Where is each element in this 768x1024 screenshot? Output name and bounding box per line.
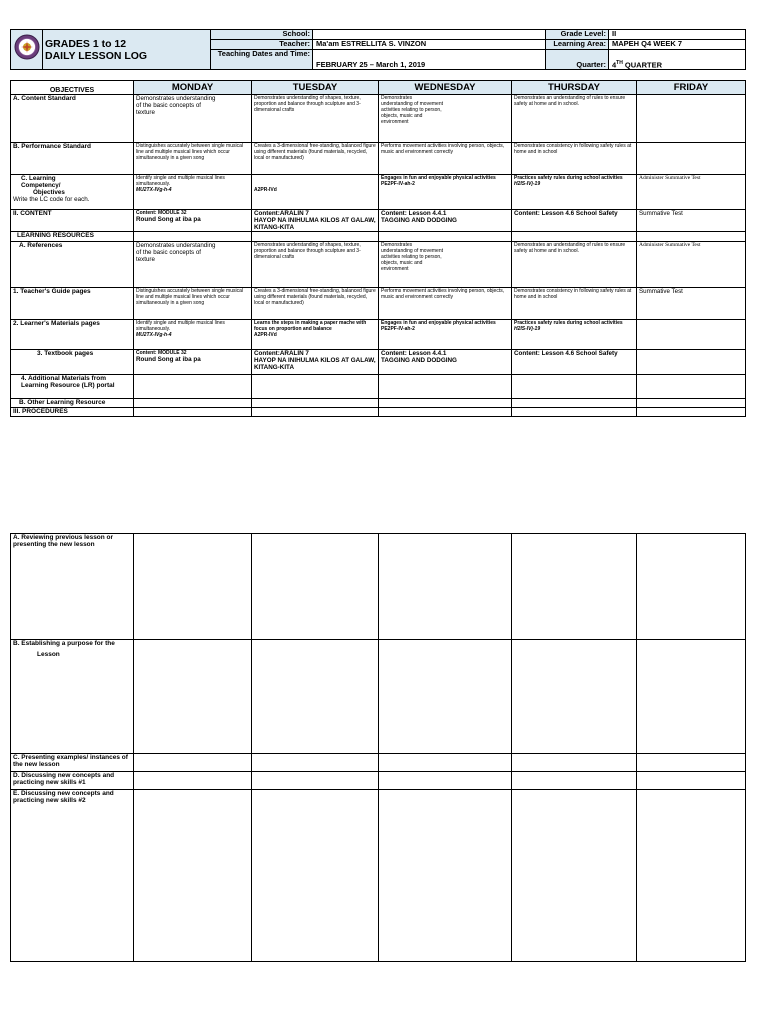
quarter-label: Quarter:	[546, 50, 609, 70]
title-line-2: DAILY LESSON LOG	[45, 49, 148, 62]
discussing-skills-1-label: D. Discussing new concepts and practicing new skills #1	[11, 772, 134, 790]
friday-competency: Administer Summative Test	[637, 175, 746, 210]
learning-area-label: Learning Area:	[546, 40, 609, 50]
learning-competency-label: C. Learning Competency/ Objectives Write the LC code for each.	[11, 175, 134, 210]
thursday-learners-materials: Practices safety rules during school activities H2IS-IVj-19	[512, 320, 637, 350]
references-label: A. References	[11, 242, 134, 288]
thursday-content: Content: Lesson 4.6 School Safety	[512, 210, 637, 232]
lesson-log-table	[10, 80, 746, 417]
textbook-pages-label: 3. Textbook pages	[11, 350, 134, 375]
school-label: School:	[211, 30, 313, 40]
teacher-label: Teacher:	[211, 40, 313, 50]
monday-learners-materials: Identify single and multiple musical lines simultaneously. MU2TX-IVg-h-4	[134, 320, 252, 350]
reviewing-label: A. Reviewing previous lesson or presenting the new lesson	[11, 534, 134, 640]
dates-value: FEBRUARY 25 – March 1, 2019	[313, 50, 546, 70]
learners-materials-label: 2. Learner's Materials pages	[11, 320, 134, 350]
monday-performance-standard: Distinguishes accurately between single musical line and multiple musical lines which occur simultaneously in a given song	[134, 143, 252, 175]
tuesday-content-standard: Demonstrates understanding of shapes, texture, proportion and balance through sculpture and 3-dimensional crafts	[252, 95, 379, 143]
tuesday-content: Content:ARALIN 7 HAYOP NA INIHULMA KILOS AT GALAW, KITANG-KITA	[252, 210, 379, 232]
wednesday-header: WEDNESDAY	[379, 81, 512, 95]
wednesday-content-standard: Demonstrates understanding of movement activities relating to person, objects, music and environment	[379, 95, 512, 143]
learning-area-value: MAPEH Q4 WEEK 7	[609, 40, 746, 50]
dates-label: Teaching Dates and Time:	[211, 50, 313, 70]
friday-teachers-guide: Summative Test	[637, 288, 746, 320]
tuesday-header: TUESDAY	[252, 81, 379, 95]
monday-references: Demonstrates understanding of the basic concepts of texture	[134, 242, 252, 288]
monday-competency: Identify single and multiple musical lines simultaneously. MU2TX-IVg-h-4	[134, 175, 252, 210]
thursday-performance-standard: Demonstrates consistency in following safety rules at home and in school	[512, 143, 637, 175]
grade-label: Grade Level:	[546, 30, 609, 40]
tuesday-performance-standard: Creates a 3-dimensional free-standing, balanced figure using different materials (found materials, recycled, local or manufactured)	[252, 143, 379, 175]
wednesday-competency: Engages in fun and enjoyable physical activities PE2PF-IV-ah-2	[379, 175, 512, 210]
presenting-examples-label: C. Presenting examples/ instances of the new lesson	[11, 754, 134, 772]
performance-standard-label: B. Performance Standard	[11, 143, 134, 175]
procedures-table	[10, 533, 746, 962]
establishing-purpose-label: B. Establishing a purpose for the Lesson	[11, 640, 134, 754]
tuesday-references: Demonstrates understanding of shapes, texture, proportion and balance through sculpture and 3-dimensional crafts	[252, 242, 379, 288]
monday-header: MONDAY	[134, 81, 252, 95]
wednesday-textbook: Content: Lesson 4.4.1 TAGGING AND DODGING	[379, 350, 512, 375]
learning-resources-label: LEARNING RESOURCES	[11, 232, 134, 242]
other-resource-label: B. Other Learning Resource	[11, 399, 134, 408]
header-table	[10, 29, 746, 70]
friday-content-standard	[637, 95, 746, 143]
friday-performance-standard	[637, 143, 746, 175]
thursday-header: THURSDAY	[512, 81, 637, 95]
wednesday-performance-standard: Performs movement activities involving person, objects, music and environment correctly	[379, 143, 512, 175]
monday-content-standard: Demonstrates understanding of the basic concepts of texture	[134, 95, 252, 143]
discussing-skills-2-label: E. Discussing new concepts and practicing new skills #2	[11, 790, 134, 962]
grade-value: II	[609, 30, 746, 40]
teachers-guide-label: 1. Teacher's Guide pages	[11, 288, 134, 320]
monday-textbook: Content: MODULE 32 Round Song at iba pa	[134, 350, 252, 375]
quarter-value: 4TH QUARTER	[609, 50, 746, 70]
wednesday-learners-materials: Engages in fun and enjoyable physical activities PE2PF-IV-ah-2	[379, 320, 512, 350]
tuesday-competency: A2PR-IVd	[252, 175, 379, 210]
monday-teachers-guide: Distinguishes accurately between single musical line and multiple musical lines which occur simultaneously in a given song	[134, 288, 252, 320]
friday-content: Summative Test	[637, 210, 746, 232]
teacher-value: Ma'am ESTRELLITA S. VINZON	[313, 40, 546, 50]
wednesday-teachers-guide: Performs movement activities involving person, objects, music and environment correctly	[379, 288, 512, 320]
deped-logo-cell	[11, 30, 43, 70]
wednesday-content: Content: Lesson 4.4.1 TAGGING AND DODGING	[379, 210, 512, 232]
thursday-competency: Practices safety rules during school activities H2IS-IVj-19	[512, 175, 637, 210]
content-standard-label: A. Content Standard	[11, 95, 134, 143]
tuesday-learners-materials: Learns the steps in making a paper mache with focus on proportion and balance A2PR-IVd	[252, 320, 379, 350]
thursday-content-standard: Demonstrates an understanding of rules to ensure safety at home and in school.	[512, 95, 637, 143]
monday-content: Content: MODULE 32 Round Song at iba pa	[134, 210, 252, 232]
procedures-label: III. PROCEDURES	[11, 408, 134, 417]
content-label: II. CONTENT	[11, 210, 134, 232]
objectives-header: OBJECTIVES	[11, 81, 134, 95]
friday-references: Administer Summative Test	[637, 242, 746, 288]
school-value	[313, 30, 546, 40]
log-title	[43, 30, 211, 70]
tuesday-textbook: Content:ARALIN 7 HAYOP NA INIHULMA KILOS AT GALAW, KITANG-KITA	[252, 350, 379, 375]
friday-header: FRIDAY	[637, 81, 746, 95]
wednesday-references: Demonstrates understanding of movement activities relating to person, objects, music and environment	[379, 242, 512, 288]
additional-materials-label: 4. Additional Materials from Learning Resource (LR) portal	[11, 375, 134, 399]
thursday-references: Demonstrates an understanding of rules to ensure safety at home and in school.	[512, 242, 637, 288]
deped-seal-icon	[14, 34, 40, 60]
tuesday-teachers-guide: Creates a 3-dimensional free-standing, balanced figure using different materials (found materials, recycled, local or manufactured)	[252, 288, 379, 320]
title-line-1: GRADES 1 to 12	[45, 37, 127, 50]
thursday-textbook: Content: Lesson 4.6 School Safety	[512, 350, 637, 375]
thursday-teachers-guide: Demonstrates consistency in following safety rules at home and in school	[512, 288, 637, 320]
